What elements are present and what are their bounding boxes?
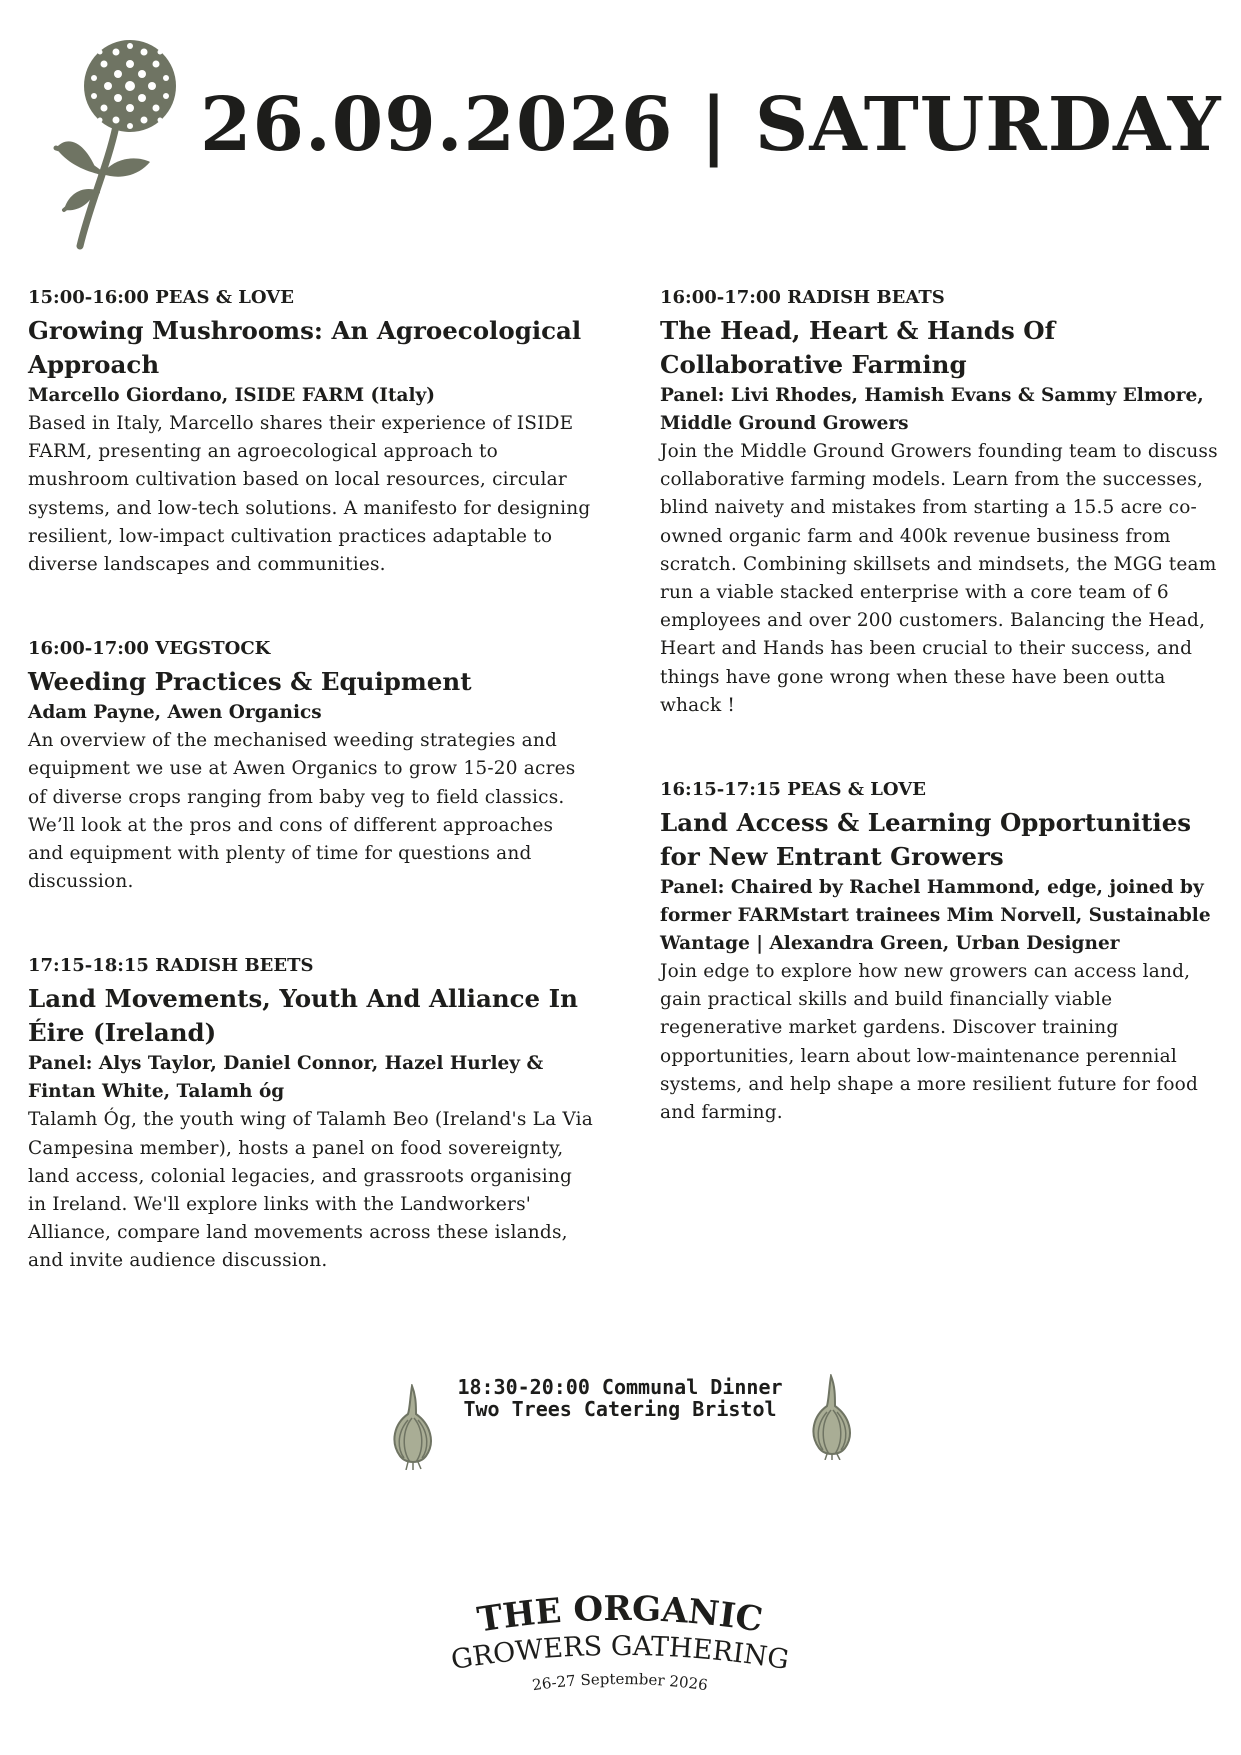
session-speakers: Panel: Livi Rhodes, Hamish Evans & Sammy Elmore, Middle Ground Growers: [660, 385, 1204, 434]
session: [660, 284, 1225, 720]
page-title: 26.09.2026 | SATURDAY: [200, 82, 1222, 168]
session-title: Land Access & Learning Opportunities for New Entrant Growers: [660, 808, 1192, 872]
event-logo: [440, 1590, 800, 1700]
dinner-caterer: Two Trees Catering Bristol: [463, 1397, 777, 1421]
session-time: 16:00-17:00 VEGSTOCK: [28, 638, 271, 660]
flower-icon: [38, 24, 188, 250]
session-speakers: Adam Payne, Awen Organics: [28, 702, 322, 724]
logo-line-2: GROWERS GATHERING: [448, 1630, 792, 1677]
session-speakers: Panel: Alys Taylor, Daniel Connor, Hazel Hurley & Fintan White, Talamh óg: [28, 1053, 544, 1103]
logo-line-3: 26-27 September 2026: [531, 1669, 709, 1695]
session-speakers: Marcello Giordano, ISIDE FARM (Italy): [28, 385, 436, 406]
session-description: Based in Italy, Marcello shares their experience of ISIDE FARM, presenting an agroecological approach to mushroom cultivation based on local resources, circular systems, and low-tech solutions. A manifesto for designing resilient, low-impact cultivation practices adaptable to diverse landscapes and communities.: [28, 413, 591, 576]
session-speakers: Panel: Chaired by Rachel Hammond, edge, joined by former FARMstart trainees Mim Norvell, Sustainable Wantage | Alexandra Green, Urban Designer: [660, 877, 1211, 955]
session: [28, 635, 593, 896]
session-time: 15:00-16:00 PEAS & LOVE: [28, 287, 294, 308]
session-description: Talamh Óg, the youth wing of Talamh Beo (Ireland's La Via Campesina member), hosts a panel on food sovereignty, land access, colonial legacies, and grassroots organising in Ireland. We'll explore links with the Landworkers' Alliance, compare land movements across these islands, and invite audience discussion.: [28, 1109, 593, 1272]
session-description: An overview of the mechanised weeding strategies and equipment we use at Awen Organics to grow 15-20 acres of diverse crops ranging from baby veg to field classics. We’ll look at the pros and cons of different approaches and equipment with plenty of time for questions and discussion.: [28, 730, 576, 893]
session-time: 16:15-17:15 PEAS & LOVE: [660, 779, 926, 801]
right-column: [660, 284, 1225, 1127]
session-title: Weeding Practices & Equipment: [28, 667, 472, 697]
dinner-time: 18:30-20:00 Communal Dinner: [457, 1375, 783, 1399]
logo-line-1: THE ORGANIC: [474, 1590, 766, 1641]
session-title: Land Movements, Youth And Alliance In Éire (Ireland): [28, 984, 578, 1048]
session: [660, 776, 1225, 1127]
session-description: Join edge to explore how new growers can access land, gain practical skills and build financially viable regenerative market gardens. Discover training opportunities, learn about low-maintenance perennial systems, and help shape a more resilient future for food and farming.: [660, 961, 1199, 1124]
svg-text:GROWERS GATHERING: [449, 1631, 791, 1676]
session-title: Growing Mushrooms: An Agroecological Approach: [28, 316, 582, 379]
session-description: Join the Middle Ground Growers founding team to discuss collaborative farming models. Learn from the successes, blind naivety and mistakes from starting a 15.5 acre co-owned organic farm and 400k revenue business from scratch. Combining skillsets and mindsets, the MGG team run a viable stacked enterprise with a core team of 6 employees and over 200 customers. Balancing the Head, Heart and Hands has been crucial to their success, and things have gone wrong when these have been outta whack !: [660, 441, 1218, 716]
session-time: 17:15-18:15 RADISH BEETS: [28, 955, 314, 977]
left-column: [28, 284, 593, 1276]
session-title: The Head, Heart & Hands Of Collaborative Farming: [660, 316, 1056, 379]
session-time: 16:00-17:00 RADISH BEATS: [660, 287, 945, 308]
dinner-info: [380, 1376, 860, 1420]
session: [28, 952, 593, 1275]
session: [28, 284, 593, 579]
svg-text:26-27 September 2026: [531, 1670, 709, 1694]
